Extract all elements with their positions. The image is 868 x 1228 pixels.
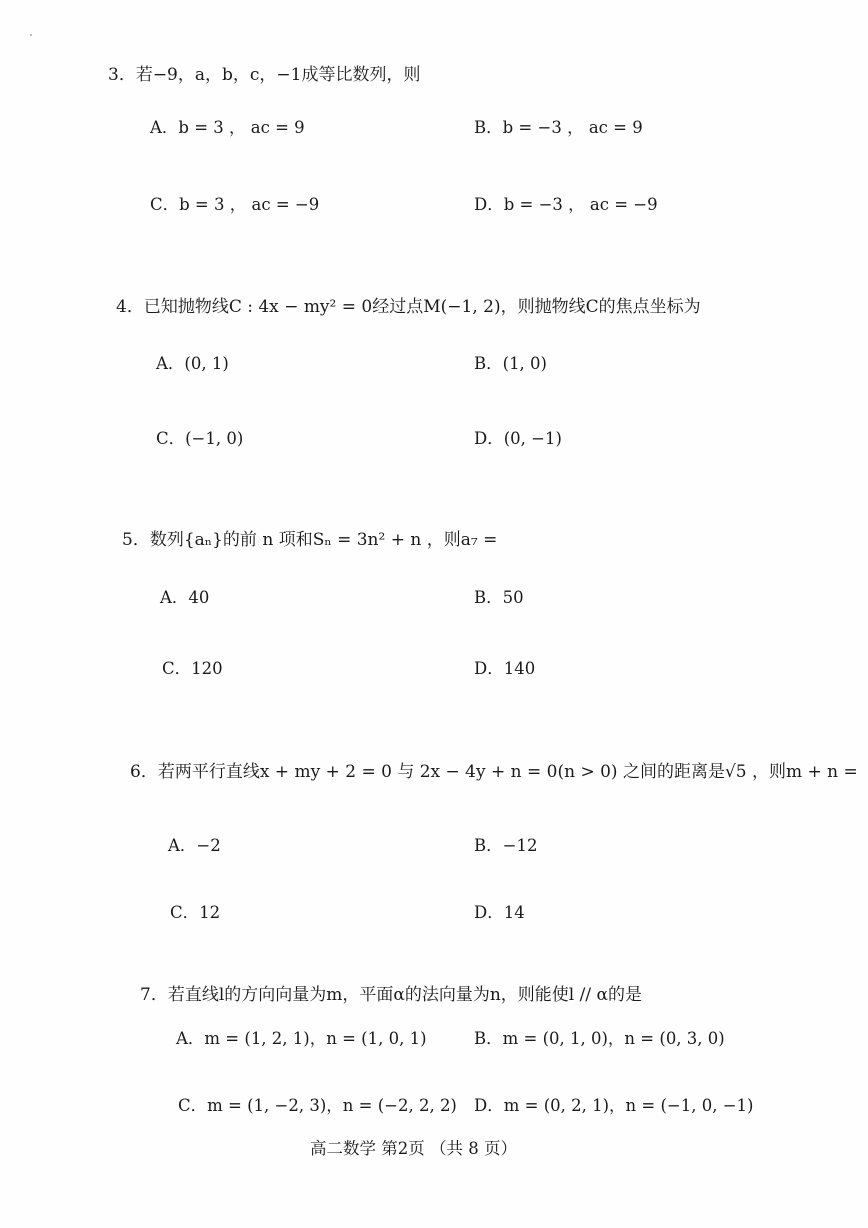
page-footer: 高二数学 第2页 （共 8 页） — [310, 1139, 517, 1158]
question-4-option-a: A．(0, 1) — [156, 354, 229, 373]
question-5-option-a: A．40 — [160, 588, 210, 607]
question-4-option-c: C．(−1, 0) — [156, 429, 244, 448]
question-3-option-b: B．b = −3 ， ac = 9 — [474, 118, 643, 137]
question-5-option-b: B．50 — [474, 588, 524, 607]
question-7-option-b: B．m = (0, 1, 0)，n = (0, 3, 0) — [474, 1029, 725, 1048]
question-6-option-b: B．−12 — [474, 836, 538, 855]
question-7-stem: 7．若直线l的方向向量为m，平面α的法向量为n，则能使l // α的是 — [140, 985, 642, 1005]
question-6-option-c: C．12 — [170, 903, 221, 922]
question-5-stem: 5．数列{aₙ}的前 n 项和Sₙ = 3n² + n ，则a₇ = — [122, 530, 498, 550]
question-5-option-c: C．120 — [162, 659, 223, 678]
question-6-stem: 6．若两平行直线x + my + 2 = 0 与 2x − 4y + n = 0(n > 0) 之间的距离是√5 ，则m + n = — [130, 762, 858, 782]
question-7-option-a: A．m = (1, 2, 1)，n = (1, 0, 1) — [176, 1029, 427, 1048]
question-6-option-a: A．−2 — [168, 836, 221, 855]
scan-speck — [30, 34, 32, 36]
question-6-option-d: D．14 — [474, 903, 525, 922]
question-3-option-c: C．b = 3 ， ac = −9 — [150, 195, 320, 214]
question-4-option-d: D．(0, −1) — [474, 429, 562, 448]
question-4-stem: 4．已知抛物线C : 4x − my² = 0经过点M(−1, 2)，则抛物线C的焦点坐标为 — [116, 297, 701, 317]
question-7-option-d: D．m = (0, 2, 1)，n = (−1, 0, −1) — [474, 1096, 754, 1115]
question-3-stem: 3．若−9，a，b，c，−1成等比数列，则 — [108, 65, 421, 85]
question-3-option-d: D．b = −3 ， ac = −9 — [474, 195, 658, 214]
question-7-option-c: C．m = (1, −2, 3)，n = (−2, 2, 2) — [178, 1096, 457, 1115]
question-3-option-a: A．b = 3 ， ac = 9 — [150, 118, 305, 137]
question-4-option-b: B．(1, 0) — [474, 354, 547, 373]
question-5-option-d: D．140 — [474, 659, 536, 678]
